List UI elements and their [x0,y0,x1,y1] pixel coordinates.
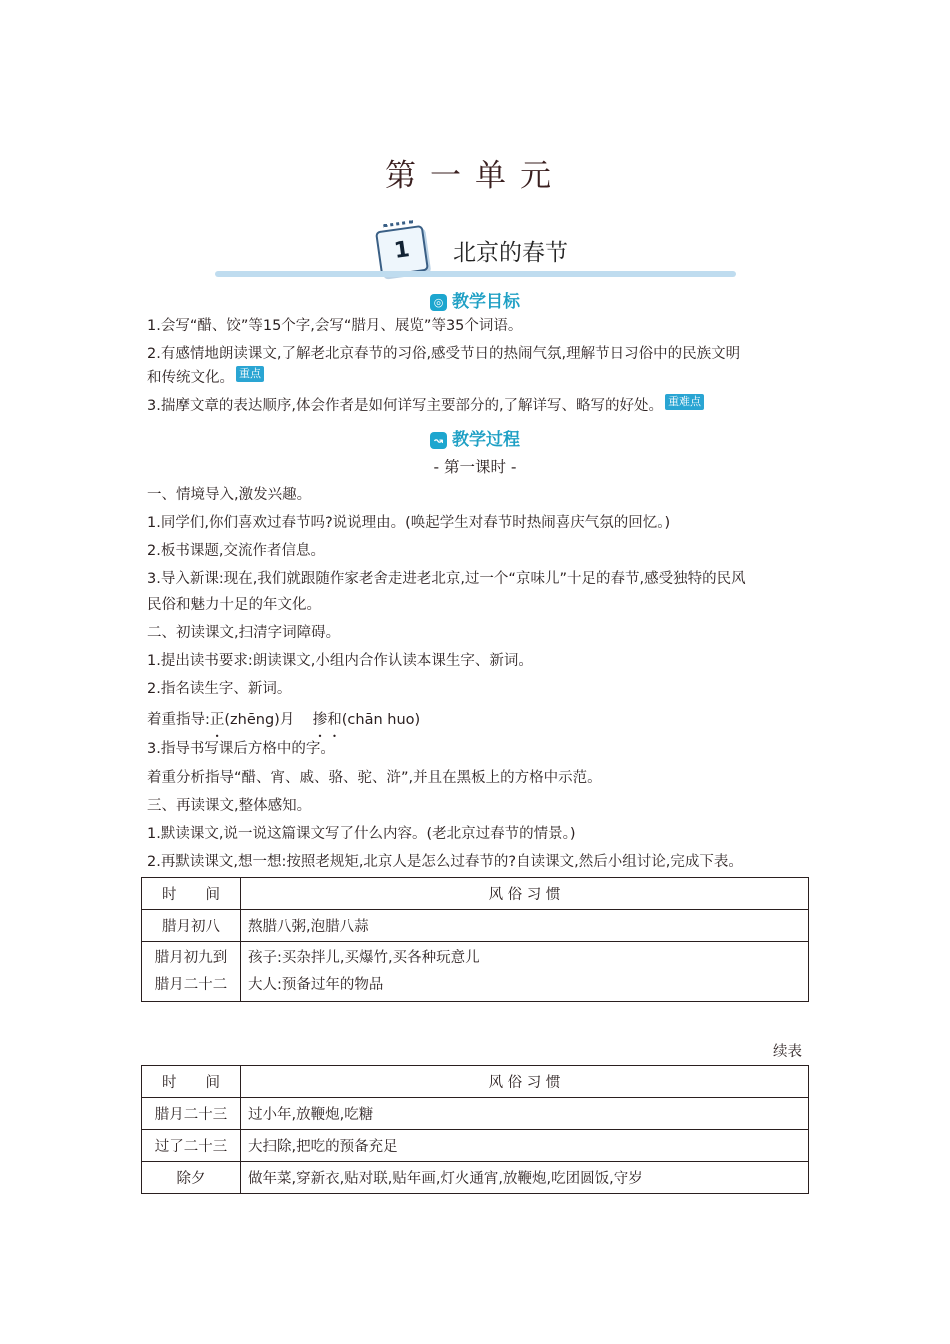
process-line: 2.指名读生字、新词。 [147,681,292,697]
time-header: 时 间 [142,1066,241,1098]
emphasis-char: 掺 [312,712,328,728]
process-line: 3.导入新课:现在,我们就跟随作家老舍走进老北京,过一个“京味儿”十足的春节,感受独特的民风 [147,571,746,587]
customs-table-continued [141,1065,809,1194]
custom-cell: 过小年,放鞭炮,吃糖 [241,1098,809,1130]
time-header: 时 间 [142,878,241,910]
table-header-row [142,878,809,910]
emphasis-char: 正 [209,712,225,728]
process-line: 2.再默读课文,想一想:按照老规矩,北京人是怎么过春节的?自读课文,然后小组讨论,完成下表。 [147,854,743,870]
table-row [142,942,809,1002]
process-line: 1.默读课文,说一说这篇课文写了什么内容。(老北京过春节的情景。) [147,826,576,842]
process-line: 1.提出读书要求:朗读课文,小组内合作认读本课生字、新词。 [147,653,533,669]
lesson-number: 1 [392,237,412,264]
custom-header: 风 俗 习 惯 [241,1066,809,1098]
custom-header: 风 俗 习 惯 [241,878,809,910]
process-line: 着重分析指导“醋、宵、戚、骆、驼、浒”,并且在黑板上的方格中示范。 [147,770,602,786]
lesson-title: 北京的春节 [453,240,568,266]
calendar-icon [375,225,429,277]
process-heading: ↝ 教学过程 [0,425,950,450]
process-line: 二、初读课文,扫清字词障碍。 [147,625,341,641]
focus-guidance: 着重指导:正(zhēng)月 掺和(chān huo) [147,712,421,728]
difficulty-badge: 重难点 [665,394,704,410]
process-line: 民俗和魅力十足的年文化。 [147,597,321,613]
customs-table [141,877,809,1002]
period-subtitle: - 第一课时 - [433,458,517,476]
process-line: 三、再读课文,整体感知。 [147,798,312,814]
goal-item: 3.揣摩文章的表达顺序,体会作者是如何详写主要部分的,了解详写、略写的好处。 重难点 [147,393,704,419]
continued-label: 续表 [773,1044,802,1060]
table-row [142,1098,809,1130]
goals-heading: ◎ 教学目标 [0,287,950,312]
process-icon: ↝ [430,432,447,449]
time-cell: 过了二十三 [142,1130,241,1162]
time-cell: 腊月初八 [142,910,241,942]
table-header-row [142,1066,809,1098]
goal-item-continued: 和传统文化。 重点 [147,365,264,391]
time-cell: 腊月初九到 腊月二十二 [142,942,241,1002]
time-cell: 腊月二十三 [142,1098,241,1130]
table-row [142,1130,809,1162]
custom-cell: 大扫除,把吃的预备充足 [241,1130,809,1162]
process-line: 2.板书课题,交流作者信息。 [147,543,325,559]
goal-item: 2.有感情地朗读课文,了解老北京春节的习俗,感受节日的热闹气氛,理解节日习俗中的民族文明 [147,346,741,362]
custom-cell: 做年菜,穿新衣,贴对联,贴年画,灯火通宵,放鞭炮,吃团圆饭,守岁 [241,1162,809,1194]
unit-title: 第一单元 [385,158,565,194]
custom-cell: 熬腊八粥,泡腊八蒜 [241,910,809,942]
process-line: 1.同学们,你们喜欢过春节吗?说说理由。(唤起学生对春节时热闹喜庆气氛的回忆。) [147,515,671,531]
table-row [142,1162,809,1194]
time-cell: 除夕 [142,1162,241,1194]
key-point-badge: 重点 [236,366,264,382]
custom-cell: 孩子:买杂拌儿,买爆竹,买各种玩意儿 大人:预备过年的物品 [241,942,809,1002]
process-line: 一、情境导入,激发兴趣。 [147,487,312,503]
goal-item: 1.会写“醋、饺”等15个字,会写“腊月、展览”等35个词语。 [147,318,523,334]
target-icon: ◎ [430,294,447,311]
title-underline [215,271,736,277]
process-line: 3.指导书写课后方格中的字。 [147,741,335,757]
table-row [142,910,809,942]
lesson-header [0,222,950,282]
emphasis-char: 和 [327,712,342,728]
